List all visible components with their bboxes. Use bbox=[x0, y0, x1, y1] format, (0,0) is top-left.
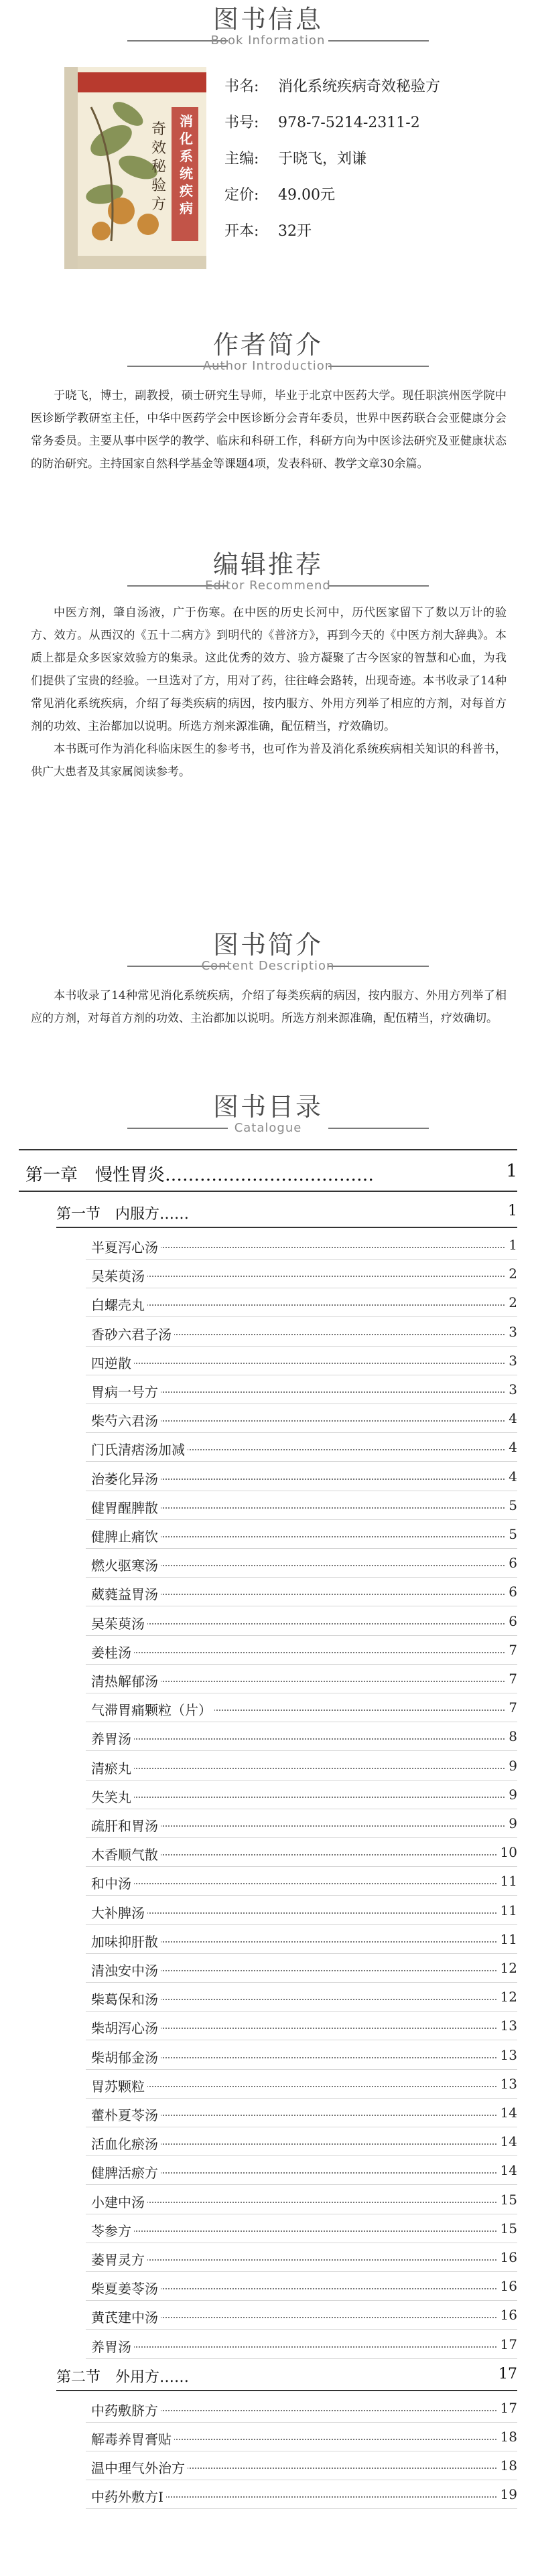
author-bio-text: 于晓飞，博士，副教授，硕士研究生导师，毕业于北京中医药大学。现任职滨州医学院中医诊断学教研室主任，中华中医药学会中医诊断分会青年委员，世界中医药联合会亚健康分会常务委员。主要从事中医学的教学、临床和科研工作，科研方向为中医诊法研究及亚健康状态的防治研究。主持国家自然科学基金等课题4项，发表科研、教学文章30余篇。 bbox=[31, 389, 507, 471]
toc-page-number: 16 bbox=[496, 2249, 517, 2265]
toc-page-number: 11 bbox=[496, 1902, 517, 1918]
toc-entry-title: 小建中汤 bbox=[91, 2192, 147, 2211]
toc-entry[interactable] bbox=[0, 1261, 536, 1286]
editor-paragraph-1: 中医方剂，肇自汤液，广于伤寒。在中医的历史长河中，历代医家留下了数以万计的验方、效方。从西汉的《五十二病方》到明代的《普济方》，再到今天的《中医方剂大辞典》。本质上都是众多医家效验方的集录。这此优秀的效方、验方凝聚了古今医家的智慧和心血，为我们提供了宝贵的经验。一旦选对了方，用对了药，往往峰会路转，出现奇迹。本书收录了14种常见消化系统疾病，介绍了每类疾病的病因，按内服方、外用方列举了相应的方剂，对每首方剂的功效、主治都加以说明。所选方剂来源准确，配伍精当，疗效确切。 bbox=[31, 606, 507, 733]
toc-leader-dots bbox=[91, 1912, 512, 1914]
toc-entry-title: 养胃汤 bbox=[91, 2336, 134, 2356]
info-key: 书名: bbox=[224, 78, 259, 95]
editor-paragraph-2: 本书既可作为消化科临床医生的参考书，也可作为普及消化系统疾病相关知识的科普书，供广大患者及其家属阅读参考。 bbox=[31, 743, 507, 779]
toc-divider bbox=[86, 1461, 517, 1462]
toc-entry-title: 吴茱萸汤 bbox=[91, 1266, 147, 1285]
toc-page-number: 17 bbox=[496, 2400, 517, 2416]
toc-page-number: 6 bbox=[505, 1555, 517, 1571]
toc-entry-title: 解毒养胃膏贴 bbox=[91, 2429, 174, 2448]
info-value: 消化系统疾病奇效秘验方 bbox=[278, 78, 441, 95]
toc-entry[interactable] bbox=[0, 2129, 536, 2154]
toc-divider bbox=[86, 2098, 517, 2099]
toc-divider bbox=[86, 1953, 517, 1954]
info-value: 49.00元 bbox=[278, 187, 335, 204]
toc-page-number: 11 bbox=[496, 1873, 517, 1889]
toc-page-number: 16 bbox=[496, 2307, 517, 2323]
toc-rule bbox=[56, 1227, 517, 1228]
toc-page-number: 6 bbox=[505, 1613, 517, 1629]
toc-entry-title: 柴葛保和汤 bbox=[91, 1989, 161, 2008]
toc-entry-title: 黄芪建中汤 bbox=[91, 2307, 161, 2326]
toc-entry[interactable] bbox=[0, 1406, 536, 1431]
section-subtitle: Author Introduction bbox=[202, 359, 334, 373]
toc-rule bbox=[56, 2390, 517, 2391]
toc-divider bbox=[86, 1837, 517, 1838]
toc-entry[interactable] bbox=[0, 1232, 536, 1258]
toc-page-number: 3 bbox=[505, 1324, 517, 1340]
toc-leader-dots bbox=[91, 2259, 512, 2261]
cover-title-char: 系 bbox=[180, 148, 193, 164]
toc-entry[interactable] bbox=[0, 2424, 536, 2449]
toc-entry[interactable] bbox=[0, 1319, 536, 1345]
toc-page-number: 17 bbox=[496, 2336, 517, 2352]
toc-entry[interactable] bbox=[0, 1348, 536, 1373]
toc-entry[interactable] bbox=[0, 1782, 536, 1807]
toc-page-number: 14 bbox=[496, 2105, 517, 2121]
toc-leader-dots bbox=[91, 1363, 512, 1364]
toc-entry-title: 大补脾汤 bbox=[91, 1902, 147, 1922]
toc-entry-title: 养胃汤 bbox=[91, 1728, 134, 1748]
toc-page-number: 3 bbox=[505, 1381, 517, 1397]
toc-leader-dots bbox=[91, 1738, 512, 1740]
cover-subtitle-char: 秘 bbox=[151, 159, 167, 175]
toc-entry[interactable] bbox=[0, 2187, 536, 2212]
toc-page-number: 6 bbox=[505, 1584, 517, 1600]
toc-leader-dots bbox=[91, 1768, 512, 1769]
toc-entry-title: 胃苏颗粒 bbox=[91, 2076, 147, 2095]
section-subtitle: Editor Recommend bbox=[205, 579, 331, 593]
toc-leader-dots bbox=[91, 1883, 512, 1884]
toc-page-number: 13 bbox=[496, 2047, 517, 2063]
toc-page-number: 19 bbox=[496, 2486, 517, 2502]
toc-divider bbox=[86, 1664, 517, 1665]
toc-divider bbox=[86, 1432, 517, 1433]
toc-entry[interactable] bbox=[0, 1753, 536, 1778]
toc-page-number: 16 bbox=[496, 2278, 517, 2294]
toc-entry-title: 半夏泻心汤 bbox=[91, 1237, 161, 1256]
toc-section-label: 第一节 内服方…… bbox=[56, 1206, 190, 1223]
toc-divider bbox=[86, 2011, 517, 2012]
toc-chapter-label: 第一章 慢性胃炎……………………………… bbox=[25, 1165, 375, 1185]
toc-chapter[interactable] bbox=[0, 1157, 536, 1184]
toc-entry[interactable] bbox=[0, 2013, 536, 2038]
toc-entry[interactable] bbox=[0, 2042, 536, 2068]
toc-entry-title: 姜桂汤 bbox=[91, 1642, 134, 1661]
toc-leader-dots bbox=[91, 2202, 512, 2203]
toc-entry-title: 治萎化异汤 bbox=[91, 1468, 161, 1488]
toc-page-number: 1 bbox=[506, 1161, 517, 1181]
toc-page-number: 5 bbox=[505, 1497, 517, 1513]
toc-page-number: 7 bbox=[505, 1642, 517, 1658]
section-subtitle: Book Information bbox=[210, 33, 326, 48]
toc-page-number: 15 bbox=[496, 2220, 517, 2237]
toc-entry-title: 中药外敷方Ⅰ bbox=[91, 2486, 166, 2506]
toc-page-number: 2 bbox=[505, 1266, 517, 1282]
toc-entry[interactable] bbox=[0, 2071, 536, 2097]
toc-entry-title: 白螺壳丸 bbox=[91, 1294, 147, 1314]
toc-entry-title: 清浊安中汤 bbox=[91, 1960, 161, 1979]
content-description bbox=[31, 984, 507, 1030]
toc-entry[interactable] bbox=[0, 2332, 536, 2357]
toc-entry[interactable] bbox=[0, 1550, 536, 1576]
info-key: 定价: bbox=[224, 187, 259, 204]
toc-divider bbox=[86, 1866, 517, 1867]
toc-entry[interactable] bbox=[0, 1839, 536, 1865]
section-title: 图书目录 bbox=[212, 1092, 323, 1122]
toc-page-number: 9 bbox=[505, 1758, 517, 1774]
toc-entry-title: 健胃醒脾散 bbox=[91, 1497, 161, 1517]
toc-page-number: 1 bbox=[505, 1237, 517, 1253]
toc-page-number: 15 bbox=[496, 2192, 517, 2208]
toc-entry[interactable] bbox=[0, 1811, 536, 1836]
toc-divider bbox=[86, 2358, 517, 2359]
toc-leader-dots bbox=[91, 1276, 512, 1277]
cover-title-char: 化 bbox=[180, 131, 193, 147]
info-value: 978-7-5214-2311-2 bbox=[278, 115, 420, 131]
toc-page-number: 18 bbox=[496, 2429, 517, 2445]
toc-divider bbox=[86, 1924, 517, 1925]
section-subtitle: Catalogue bbox=[234, 1121, 302, 1135]
toc-page-number: 8 bbox=[505, 1728, 517, 1744]
toc-entry[interactable] bbox=[0, 2273, 536, 2299]
toc-entry[interactable] bbox=[0, 1521, 536, 1547]
toc-entry[interactable] bbox=[0, 1290, 536, 1315]
toc-divider bbox=[86, 1635, 517, 1636]
toc-page-number: 12 bbox=[496, 1989, 517, 2005]
cover-title-char: 病 bbox=[180, 200, 193, 216]
toc-entry-title: 胃病一号方 bbox=[91, 1381, 161, 1401]
toc-entry-title: 气滞胃痛颗粒（片） bbox=[91, 1699, 214, 1719]
section-title: 图书简介 bbox=[212, 930, 323, 960]
toc-page-number: 4 bbox=[505, 1468, 517, 1485]
info-row-editor bbox=[224, 150, 366, 169]
info-row-isbn bbox=[224, 114, 420, 133]
content-text: 本书收录了14种常见消化系统疾病，介绍了每类疾病的病因，按内服方、外用方列举了相应的方剂，对每首方剂的功效、主治都加以说明。所选方剂来源准确，配伍精当，疗效确切。 bbox=[31, 989, 507, 1025]
toc-divider bbox=[86, 1259, 517, 1260]
info-value: 32开 bbox=[278, 223, 312, 240]
book-cover-image bbox=[64, 67, 206, 269]
toc-entry[interactable] bbox=[0, 2100, 536, 2125]
toc-entry[interactable] bbox=[0, 1608, 536, 1634]
info-key: 书号: bbox=[224, 115, 259, 131]
toc-entry-title: 四逆散 bbox=[91, 1353, 134, 1372]
toc-section[interactable] bbox=[0, 1199, 536, 1223]
toc-entry-title: 失笑丸 bbox=[91, 1787, 134, 1806]
cover-subtitle-char: 方 bbox=[151, 196, 167, 213]
section-title: 图书信息 bbox=[212, 5, 323, 34]
toc-divider bbox=[86, 2422, 517, 2423]
toc-entry-title: 门氏清痞汤加减 bbox=[91, 1439, 188, 1458]
toc-page-number: 10 bbox=[496, 1844, 517, 1860]
toc-entry[interactable] bbox=[0, 1984, 536, 2010]
toc-entry-title: 柴胡泻心汤 bbox=[91, 2018, 161, 2037]
toc-page-number: 13 bbox=[496, 2018, 517, 2034]
toc-entry-title: 柴夏姜苓汤 bbox=[91, 2278, 161, 2297]
toc-entry[interactable] bbox=[0, 1695, 536, 1720]
toc-entry[interactable] bbox=[0, 1377, 536, 1402]
toc-entry[interactable] bbox=[0, 1493, 536, 1518]
toc-page-number: 18 bbox=[496, 2457, 517, 2474]
toc-entry[interactable] bbox=[0, 1637, 536, 1663]
toc-entry[interactable] bbox=[0, 2482, 536, 2507]
toc-page-number: 13 bbox=[496, 2076, 517, 2092]
toc-entry-title: 藿朴夏苓汤 bbox=[91, 2105, 161, 2124]
toc-rule bbox=[19, 1149, 517, 1150]
toc-page-number: 9 bbox=[505, 1815, 517, 1831]
toc-entry-title: 温中理气外治方 bbox=[91, 2457, 188, 2477]
toc-divider bbox=[86, 2184, 517, 2185]
toc-entry[interactable] bbox=[0, 1434, 536, 1460]
toc-section-label: 第二节 外用方…… bbox=[56, 2369, 190, 2386]
toc-divider bbox=[86, 1895, 517, 1896]
cover-subtitle-char: 奇 bbox=[151, 121, 167, 138]
toc-page-number: 4 bbox=[505, 1439, 517, 1455]
toc-entry[interactable] bbox=[0, 2395, 536, 2421]
toc-entry-title: 中药敷脐方 bbox=[91, 2400, 161, 2419]
toc-page-number: 14 bbox=[496, 2162, 517, 2178]
cover-subtitle-char: 验 bbox=[151, 177, 167, 194]
toc-entry-title: 疏肝和胃汤 bbox=[91, 1815, 161, 1835]
toc-entry[interactable] bbox=[0, 2245, 536, 2270]
toc-leader-dots bbox=[91, 2346, 512, 2348]
toc-page-number: 3 bbox=[505, 1353, 517, 1369]
toc-divider bbox=[86, 2508, 517, 2509]
toc-divider bbox=[86, 1780, 517, 1781]
toc-entry-title: 吴茱萸汤 bbox=[91, 1613, 147, 1633]
toc-entry-title: 苓参方 bbox=[91, 2220, 134, 2240]
toc-entry-title: 木香顺气散 bbox=[91, 1844, 161, 1864]
toc-entry[interactable] bbox=[0, 1926, 536, 1952]
cover-title-char: 消 bbox=[180, 113, 193, 129]
toc-page-number: 4 bbox=[505, 1410, 517, 1426]
toc-divider bbox=[86, 1750, 517, 1751]
toc-entry-title: 健脾止痛饮 bbox=[91, 1526, 161, 1545]
info-value: 于晓飞，刘谦 bbox=[278, 151, 367, 167]
toc-entry-title: 燃火驱寒汤 bbox=[91, 1555, 161, 1574]
toc-leader-dots bbox=[91, 1652, 512, 1653]
toc-divider bbox=[86, 1548, 517, 1549]
toc-entry-title: 葳蕤益胃汤 bbox=[91, 1584, 161, 1603]
editor-recommend bbox=[31, 601, 507, 783]
toc-page-number: 12 bbox=[496, 1960, 517, 1976]
section-title: 编辑推荐 bbox=[212, 550, 323, 579]
toc-entry[interactable] bbox=[0, 2216, 536, 2241]
toc-entry[interactable] bbox=[0, 2453, 536, 2478]
toc-page-number: 7 bbox=[505, 1699, 517, 1716]
cover-title-char: 疾 bbox=[180, 183, 193, 199]
toc-entry[interactable] bbox=[0, 1666, 536, 1691]
toc-leader-dots bbox=[91, 1623, 512, 1624]
toc-entry-title: 清瘀丸 bbox=[91, 1758, 134, 1777]
toc-page-number: 1 bbox=[508, 1203, 517, 1219]
toc-divider bbox=[86, 2329, 517, 2330]
toc-entry-title: 香砂六君子汤 bbox=[91, 1324, 174, 1343]
toc-divider bbox=[86, 1316, 517, 1317]
toc-page-number: 11 bbox=[496, 1931, 517, 1947]
toc-entry-title: 萎胃灵方 bbox=[91, 2249, 147, 2269]
author-bio bbox=[31, 384, 507, 475]
toc-page-number: 5 bbox=[505, 1526, 517, 1542]
toc-leader-dots bbox=[91, 1797, 512, 1798]
toc-divider bbox=[86, 2069, 517, 2070]
toc-page-number: 2 bbox=[505, 1294, 517, 1310]
cover-subtitle-char: 效 bbox=[151, 140, 167, 157]
toc-divider bbox=[86, 2271, 517, 2272]
toc-divider bbox=[86, 1982, 517, 1983]
toc-entry-title: 健脾活瘀方 bbox=[91, 2162, 161, 2182]
toc-entry[interactable] bbox=[0, 1955, 536, 1981]
cover-title-char: 统 bbox=[180, 165, 193, 181]
toc-entry[interactable] bbox=[0, 1579, 536, 1604]
info-row-format bbox=[224, 222, 312, 241]
toc-entry[interactable] bbox=[0, 1724, 536, 1749]
toc-entry-title: 加味抑肝散 bbox=[91, 1931, 161, 1951]
section-subtitle: Content Description bbox=[201, 959, 335, 973]
toc-section[interactable] bbox=[0, 2362, 536, 2386]
info-key: 主编: bbox=[224, 151, 259, 167]
toc-leader-dots bbox=[91, 2086, 512, 2087]
toc-page-number: 17 bbox=[498, 2366, 517, 2382]
toc-divider bbox=[86, 2300, 517, 2301]
toc-entry-title: 柴芍六君汤 bbox=[91, 1410, 161, 1430]
toc-leader-dots bbox=[91, 2230, 512, 2232]
toc-entry[interactable] bbox=[0, 1868, 536, 1894]
toc-page-number: 9 bbox=[505, 1787, 517, 1803]
toc-divider bbox=[86, 1346, 517, 1347]
info-row-price bbox=[224, 186, 335, 205]
toc-divider bbox=[86, 1519, 517, 1520]
toc-entry-title: 和中汤 bbox=[91, 1873, 134, 1892]
toc-divider bbox=[86, 2155, 517, 2156]
toc-entry[interactable] bbox=[0, 2302, 536, 2328]
section-title: 作者简介 bbox=[212, 330, 323, 360]
toc-entry[interactable] bbox=[0, 2157, 536, 2183]
toc-page-number: 14 bbox=[496, 2133, 517, 2149]
info-row-title bbox=[224, 78, 440, 96]
toc-entry-title: 活血化瘀汤 bbox=[91, 2133, 161, 2153]
toc-entry-title: 柴胡郁金汤 bbox=[91, 2047, 161, 2066]
toc-entry[interactable] bbox=[0, 1464, 536, 1489]
toc-entry-title: 清热解郁汤 bbox=[91, 1671, 161, 1690]
toc-leader-dots bbox=[91, 1304, 512, 1306]
toc-entry[interactable] bbox=[0, 1898, 536, 1923]
info-key: 开本: bbox=[224, 223, 259, 240]
toc-rule bbox=[19, 1191, 517, 1192]
toc-page-number: 7 bbox=[505, 1671, 517, 1687]
toc-divider bbox=[86, 1577, 517, 1578]
